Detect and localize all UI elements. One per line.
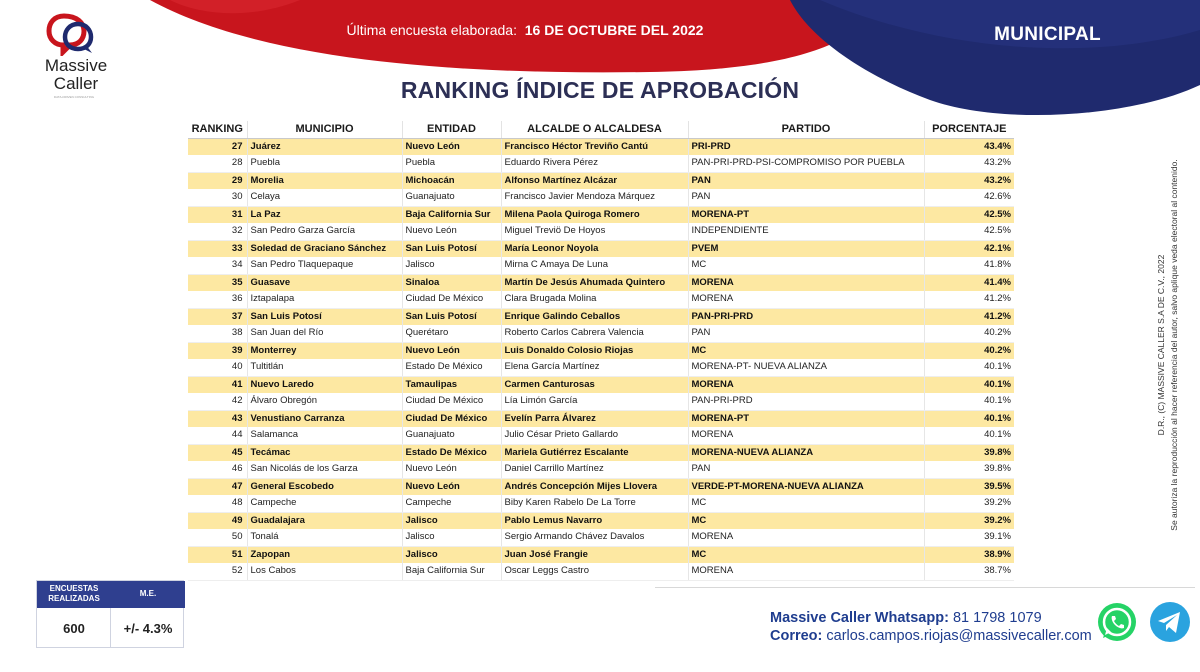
cell-entidad: Puebla: [402, 155, 501, 172]
table-row: [188, 274, 1014, 291]
telegram-icon[interactable]: [1148, 600, 1192, 644]
cell-rank: 41: [188, 376, 247, 393]
column-header-entidad: ENTIDAD: [402, 121, 501, 138]
cell-porcentaje: 39.5%: [924, 478, 1014, 495]
table-row: [188, 444, 1014, 461]
cell-municipio: Tultitlán: [247, 359, 402, 376]
whatsapp-number[interactable]: 81 1798 1079: [952, 610, 1042, 626]
cell-municipio: San Pedro Tlaquepaque: [247, 257, 402, 274]
cell-partido: MORENA: [688, 529, 924, 546]
cell-partido: PAN-PRI-PRD: [688, 393, 924, 410]
cell-entidad: Nuevo León: [402, 478, 501, 495]
table-row: [188, 563, 1014, 580]
cell-entidad: Jalisco: [402, 546, 501, 563]
cell-rank: 28: [188, 155, 247, 172]
cell-municipio: Soledad de Graciano Sánchez: [247, 240, 402, 257]
cell-alcalde: Andrés Concepción Mijes Llovera: [501, 478, 688, 495]
table-row: [188, 155, 1014, 172]
cell-alcalde: Biby Karen Rabelo De La Torre: [501, 495, 688, 512]
cell-municipio: Venustiano Carranza: [247, 410, 402, 427]
logo-name-line2: Caller: [53, 74, 99, 93]
cell-municipio: Tonalá: [247, 529, 402, 546]
survey-stats-header: [37, 581, 185, 608]
survey-date-label: Última encuesta elaborada:: [346, 22, 517, 38]
cell-alcalde: Miguel Treviö De Hoyos: [501, 223, 688, 240]
cell-municipio: Celaya: [247, 189, 402, 206]
cell-rank: 30: [188, 189, 247, 206]
cell-rank: 46: [188, 461, 247, 478]
cell-entidad: San Luis Potosí: [402, 308, 501, 325]
cell-porcentaje: 43.2%: [924, 172, 1014, 189]
cell-rank: 27: [188, 138, 247, 155]
cell-partido: MORENA-PT- NUEVA ALIANZA: [688, 359, 924, 376]
cell-porcentaje: 40.1%: [924, 376, 1014, 393]
section-label: MUNICIPAL: [994, 24, 1101, 45]
legal-note-line2: Se autoriza la reproducción al hacer referencia del autor, salvo aplique veda electoral al contenido.: [1169, 159, 1179, 531]
surveys-label: [37, 584, 111, 604]
table-row: [188, 172, 1014, 189]
cell-municipio: San Pedro Garza García: [247, 223, 402, 240]
cell-porcentaje: 41.4%: [924, 274, 1014, 291]
cell-alcalde: Clara Brugada Molina: [501, 291, 688, 308]
table-row: [188, 376, 1014, 393]
cell-municipio: Campeche: [247, 495, 402, 512]
table-row: [188, 478, 1014, 495]
email-link[interactable]: carlos.campos.riojas@massivecaller.com: [826, 628, 1092, 644]
cell-alcalde: Enrique Galindo Ceballos: [501, 308, 688, 325]
cell-partido: PAN-PRI-PRD-PSI-COMPROMISO POR PUEBLA: [688, 155, 924, 172]
cell-porcentaje: 39.2%: [924, 495, 1014, 512]
cell-rank: 50: [188, 529, 247, 546]
cell-entidad: Querétaro: [402, 325, 501, 342]
cell-municipio: Los Cabos: [247, 563, 402, 580]
cell-rank: 37: [188, 308, 247, 325]
margin-error-label: M.E.: [139, 589, 157, 598]
cell-entidad: Nuevo León: [402, 138, 501, 155]
cell-municipio: Iztapalapa: [247, 291, 402, 308]
cell-partido: MORENA: [688, 274, 924, 291]
cell-entidad: Ciudad De México: [402, 291, 501, 308]
surveys-label-line1: ENCUESTAS: [49, 584, 99, 593]
cell-entidad: Jalisco: [402, 257, 501, 274]
surveys-label-line2: REALIZADAS: [48, 594, 100, 603]
cell-municipio: La Paz: [247, 206, 402, 223]
logo: [34, 12, 114, 102]
email-contact: [770, 628, 1092, 644]
cell-municipio: Monterrey: [247, 342, 402, 359]
cell-partido: MC: [688, 495, 924, 512]
header-banner: [0, 0, 1200, 130]
cell-porcentaje: 40.2%: [924, 342, 1014, 359]
cell-entidad: Nuevo León: [402, 342, 501, 359]
table-row: [188, 495, 1014, 512]
cell-alcalde: Mariela Gutiérrez Escalante: [501, 444, 688, 461]
table-row: [188, 342, 1014, 359]
cell-entidad: Nuevo León: [402, 461, 501, 478]
cell-entidad: Guanajuato: [402, 427, 501, 444]
cell-rank: 52: [188, 563, 247, 580]
cell-alcalde: Sergio Armando Chávez Davalos: [501, 529, 688, 546]
cell-entidad: Estado De México: [402, 444, 501, 461]
table-row: [188, 410, 1014, 427]
survey-date-text: [300, 22, 750, 38]
cell-rank: 49: [188, 512, 247, 529]
cell-partido: MORENA: [688, 376, 924, 393]
cell-municipio: San Luis Potosí: [247, 308, 402, 325]
column-header-porcentaje: PORCENTAJE: [924, 121, 1014, 138]
cell-partido: MORENA-NUEVA ALIANZA: [688, 444, 924, 461]
table-row: [188, 546, 1014, 563]
cell-rank: 40: [188, 359, 247, 376]
cell-porcentaje: 43.2%: [924, 155, 1014, 172]
cell-alcalde: Eduardo Rivera Pérez: [501, 155, 688, 172]
cell-rank: 29: [188, 172, 247, 189]
whatsapp-contact: [770, 610, 1042, 626]
table-row: [188, 529, 1014, 546]
cell-rank: 36: [188, 291, 247, 308]
cell-porcentaje: 41.2%: [924, 308, 1014, 325]
massive-caller-logo-icon: [46, 12, 98, 56]
surveys-value: 600: [63, 621, 85, 636]
cell-alcalde: Martín De Jesús Ahumada Quintero: [501, 274, 688, 291]
cell-porcentaje: 41.8%: [924, 257, 1014, 274]
cell-partido: MC: [688, 342, 924, 359]
table-row: [188, 393, 1014, 410]
cell-rank: 39: [188, 342, 247, 359]
cell-partido: PAN-PRI-PRD: [688, 308, 924, 325]
cell-partido: PAN: [688, 189, 924, 206]
margin-error-value: +/- 4.3%: [123, 621, 173, 636]
cell-alcalde: Lía Limón García: [501, 393, 688, 410]
cell-municipio: Tecámac: [247, 444, 402, 461]
cell-municipio: Puebla: [247, 155, 402, 172]
logo-tagline: DATA-DRIVEN CONSULTING: [53, 95, 95, 99]
cell-rank: 38: [188, 325, 247, 342]
cell-entidad: Jalisco: [402, 512, 501, 529]
table-row: [188, 240, 1014, 257]
cell-municipio: Juárez: [247, 138, 402, 155]
table-row: [188, 189, 1014, 206]
cell-partido: MORENA: [688, 427, 924, 444]
cell-alcalde: Elena García Martínez: [501, 359, 688, 376]
table-row: [188, 359, 1014, 376]
column-header-ranking: RANKING: [188, 121, 247, 138]
cell-alcalde: Pablo Lemus Navarro: [501, 512, 688, 529]
cell-municipio: Zapopan: [247, 546, 402, 563]
ranking-table: [188, 121, 1014, 581]
footer-divider: [655, 587, 1195, 588]
cell-porcentaje: 43.4%: [924, 138, 1014, 155]
cell-rank: 43: [188, 410, 247, 427]
cell-partido: MORENA: [688, 291, 924, 308]
cell-rank: 34: [188, 257, 247, 274]
cell-porcentaje: 40.2%: [924, 325, 1014, 342]
cell-alcalde: Mirna C Amaya De Luna: [501, 257, 688, 274]
cell-alcalde: Evelín Parra Álvarez: [501, 410, 688, 427]
cell-municipio: Salamanca: [247, 427, 402, 444]
cell-partido: PAN: [688, 461, 924, 478]
cell-porcentaje: 42.6%: [924, 189, 1014, 206]
cell-alcalde: Milena Paola Quiroga Romero: [501, 206, 688, 223]
cell-entidad: Sinaloa: [402, 274, 501, 291]
cell-entidad: Baja California Sur: [402, 563, 501, 580]
email-label: Correo:: [770, 628, 823, 644]
cell-entidad: Nuevo León: [402, 223, 501, 240]
cell-rank: 35: [188, 274, 247, 291]
cell-porcentaje: 42.5%: [924, 223, 1014, 240]
cell-rank: 51: [188, 546, 247, 563]
cell-rank: 48: [188, 495, 247, 512]
cell-partido: PVEM: [688, 240, 924, 257]
cell-porcentaje: 40.1%: [924, 393, 1014, 410]
cell-porcentaje: 42.1%: [924, 240, 1014, 257]
cell-partido: MC: [688, 546, 924, 563]
cell-rank: 47: [188, 478, 247, 495]
table-row: [188, 223, 1014, 240]
cell-alcalde: Francisco Héctor Treviño Cantú: [501, 138, 688, 155]
cell-alcalde: Roberto Carlos Cabrera Valencia: [501, 325, 688, 342]
cell-porcentaje: 41.2%: [924, 291, 1014, 308]
cell-alcalde: Daniel Carrillo Martínez: [501, 461, 688, 478]
column-header-municipio: MUNICIPIO: [247, 121, 402, 138]
table-row: [188, 206, 1014, 223]
cell-partido: MC: [688, 257, 924, 274]
cell-alcalde: Juan José Frangie: [501, 546, 688, 563]
cell-entidad: San Luis Potosí: [402, 240, 501, 257]
cell-alcalde: Francisco Javier Mendoza Márquez: [501, 189, 688, 206]
cell-alcalde: Luis Donaldo Colosio Riojas: [501, 342, 688, 359]
cell-entidad: Jalisco: [402, 529, 501, 546]
cell-partido: MC: [688, 512, 924, 529]
cell-entidad: Ciudad De México: [402, 410, 501, 427]
cell-alcalde: Julio César Prieto Gallardo: [501, 427, 688, 444]
cell-porcentaje: 39.8%: [924, 444, 1014, 461]
cell-partido: MORENA-PT: [688, 206, 924, 223]
cell-entidad: Estado De México: [402, 359, 501, 376]
cell-municipio: General Escobedo: [247, 478, 402, 495]
cell-rank: 32: [188, 223, 247, 240]
logo-name-line1: Massive: [44, 56, 108, 75]
cell-municipio: Álvaro Obregón: [247, 393, 402, 410]
cell-rank: 31: [188, 206, 247, 223]
cell-municipio: Nuevo Laredo: [247, 376, 402, 393]
cell-porcentaje: 42.5%: [924, 206, 1014, 223]
table-row: [188, 308, 1014, 325]
cell-partido: PAN: [688, 325, 924, 342]
cell-porcentaje: 39.8%: [924, 461, 1014, 478]
table-row: [188, 461, 1014, 478]
survey-date-value: 16 DE OCTUBRE DEL 2022: [524, 22, 704, 38]
cell-entidad: Ciudad De México: [402, 393, 501, 410]
cell-partido: MORENA-PT: [688, 410, 924, 427]
whatsapp-label: Massive Caller Whatsapp:: [770, 610, 949, 626]
whatsapp-icon[interactable]: [1095, 600, 1139, 644]
cell-rank: 33: [188, 240, 247, 257]
column-header-partido: PARTIDO: [688, 121, 924, 138]
legal-note: [1148, 120, 1188, 570]
cell-rank: 42: [188, 393, 247, 410]
column-header-alcalde: ALCALDE O ALCALDESA: [501, 121, 688, 138]
cell-partido: PRI-PRD: [688, 138, 924, 155]
cell-porcentaje: 40.1%: [924, 427, 1014, 444]
cell-municipio: Morelia: [247, 172, 402, 189]
table-row: [188, 291, 1014, 308]
cell-alcalde: Alfonso Martínez Alcázar: [501, 172, 688, 189]
cell-partido: PAN: [688, 172, 924, 189]
cell-alcalde: Oscar Leggs Castro: [501, 563, 688, 580]
cell-entidad: Michoacán: [402, 172, 501, 189]
cell-rank: 44: [188, 427, 247, 444]
table-row: [188, 512, 1014, 529]
cell-porcentaje: 38.7%: [924, 563, 1014, 580]
cell-partido: INDEPENDIENTE: [688, 223, 924, 240]
table-row: [188, 325, 1014, 342]
legal-note-line1: D.R., (C) MASSIVE CALLER S.A DE C.V., 2022: [1156, 254, 1166, 436]
cell-porcentaje: 39.2%: [924, 512, 1014, 529]
cell-municipio: Guasave: [247, 274, 402, 291]
cell-municipio: San Juan del Río: [247, 325, 402, 342]
cell-alcalde: María Leonor Noyola: [501, 240, 688, 257]
cell-rank: 45: [188, 444, 247, 461]
cell-porcentaje: 40.1%: [924, 359, 1014, 376]
cell-municipio: Guadalajara: [247, 512, 402, 529]
cell-porcentaje: 39.1%: [924, 529, 1014, 546]
cell-entidad: Campeche: [402, 495, 501, 512]
cell-entidad: Tamaulipas: [402, 376, 501, 393]
page-title: RANKING ÍNDICE DE APROBACIÓN: [400, 77, 800, 103]
cell-porcentaje: 40.1%: [924, 410, 1014, 427]
cell-partido: MORENA: [688, 563, 924, 580]
table-row: [188, 427, 1014, 444]
cell-entidad: Baja California Sur: [402, 206, 501, 223]
table-header-row: [188, 121, 1014, 138]
cell-porcentaje: 38.9%: [924, 546, 1014, 563]
survey-stats-box: [36, 580, 184, 648]
table-row: [188, 138, 1014, 155]
cell-alcalde: Carmen Canturosas: [501, 376, 688, 393]
cell-partido: VERDE-PT-MORENA-NUEVA ALIANZA: [688, 478, 924, 495]
cell-entidad: Guanajuato: [402, 189, 501, 206]
table-row: [188, 257, 1014, 274]
cell-municipio: San Nicolás de los Garza: [247, 461, 402, 478]
